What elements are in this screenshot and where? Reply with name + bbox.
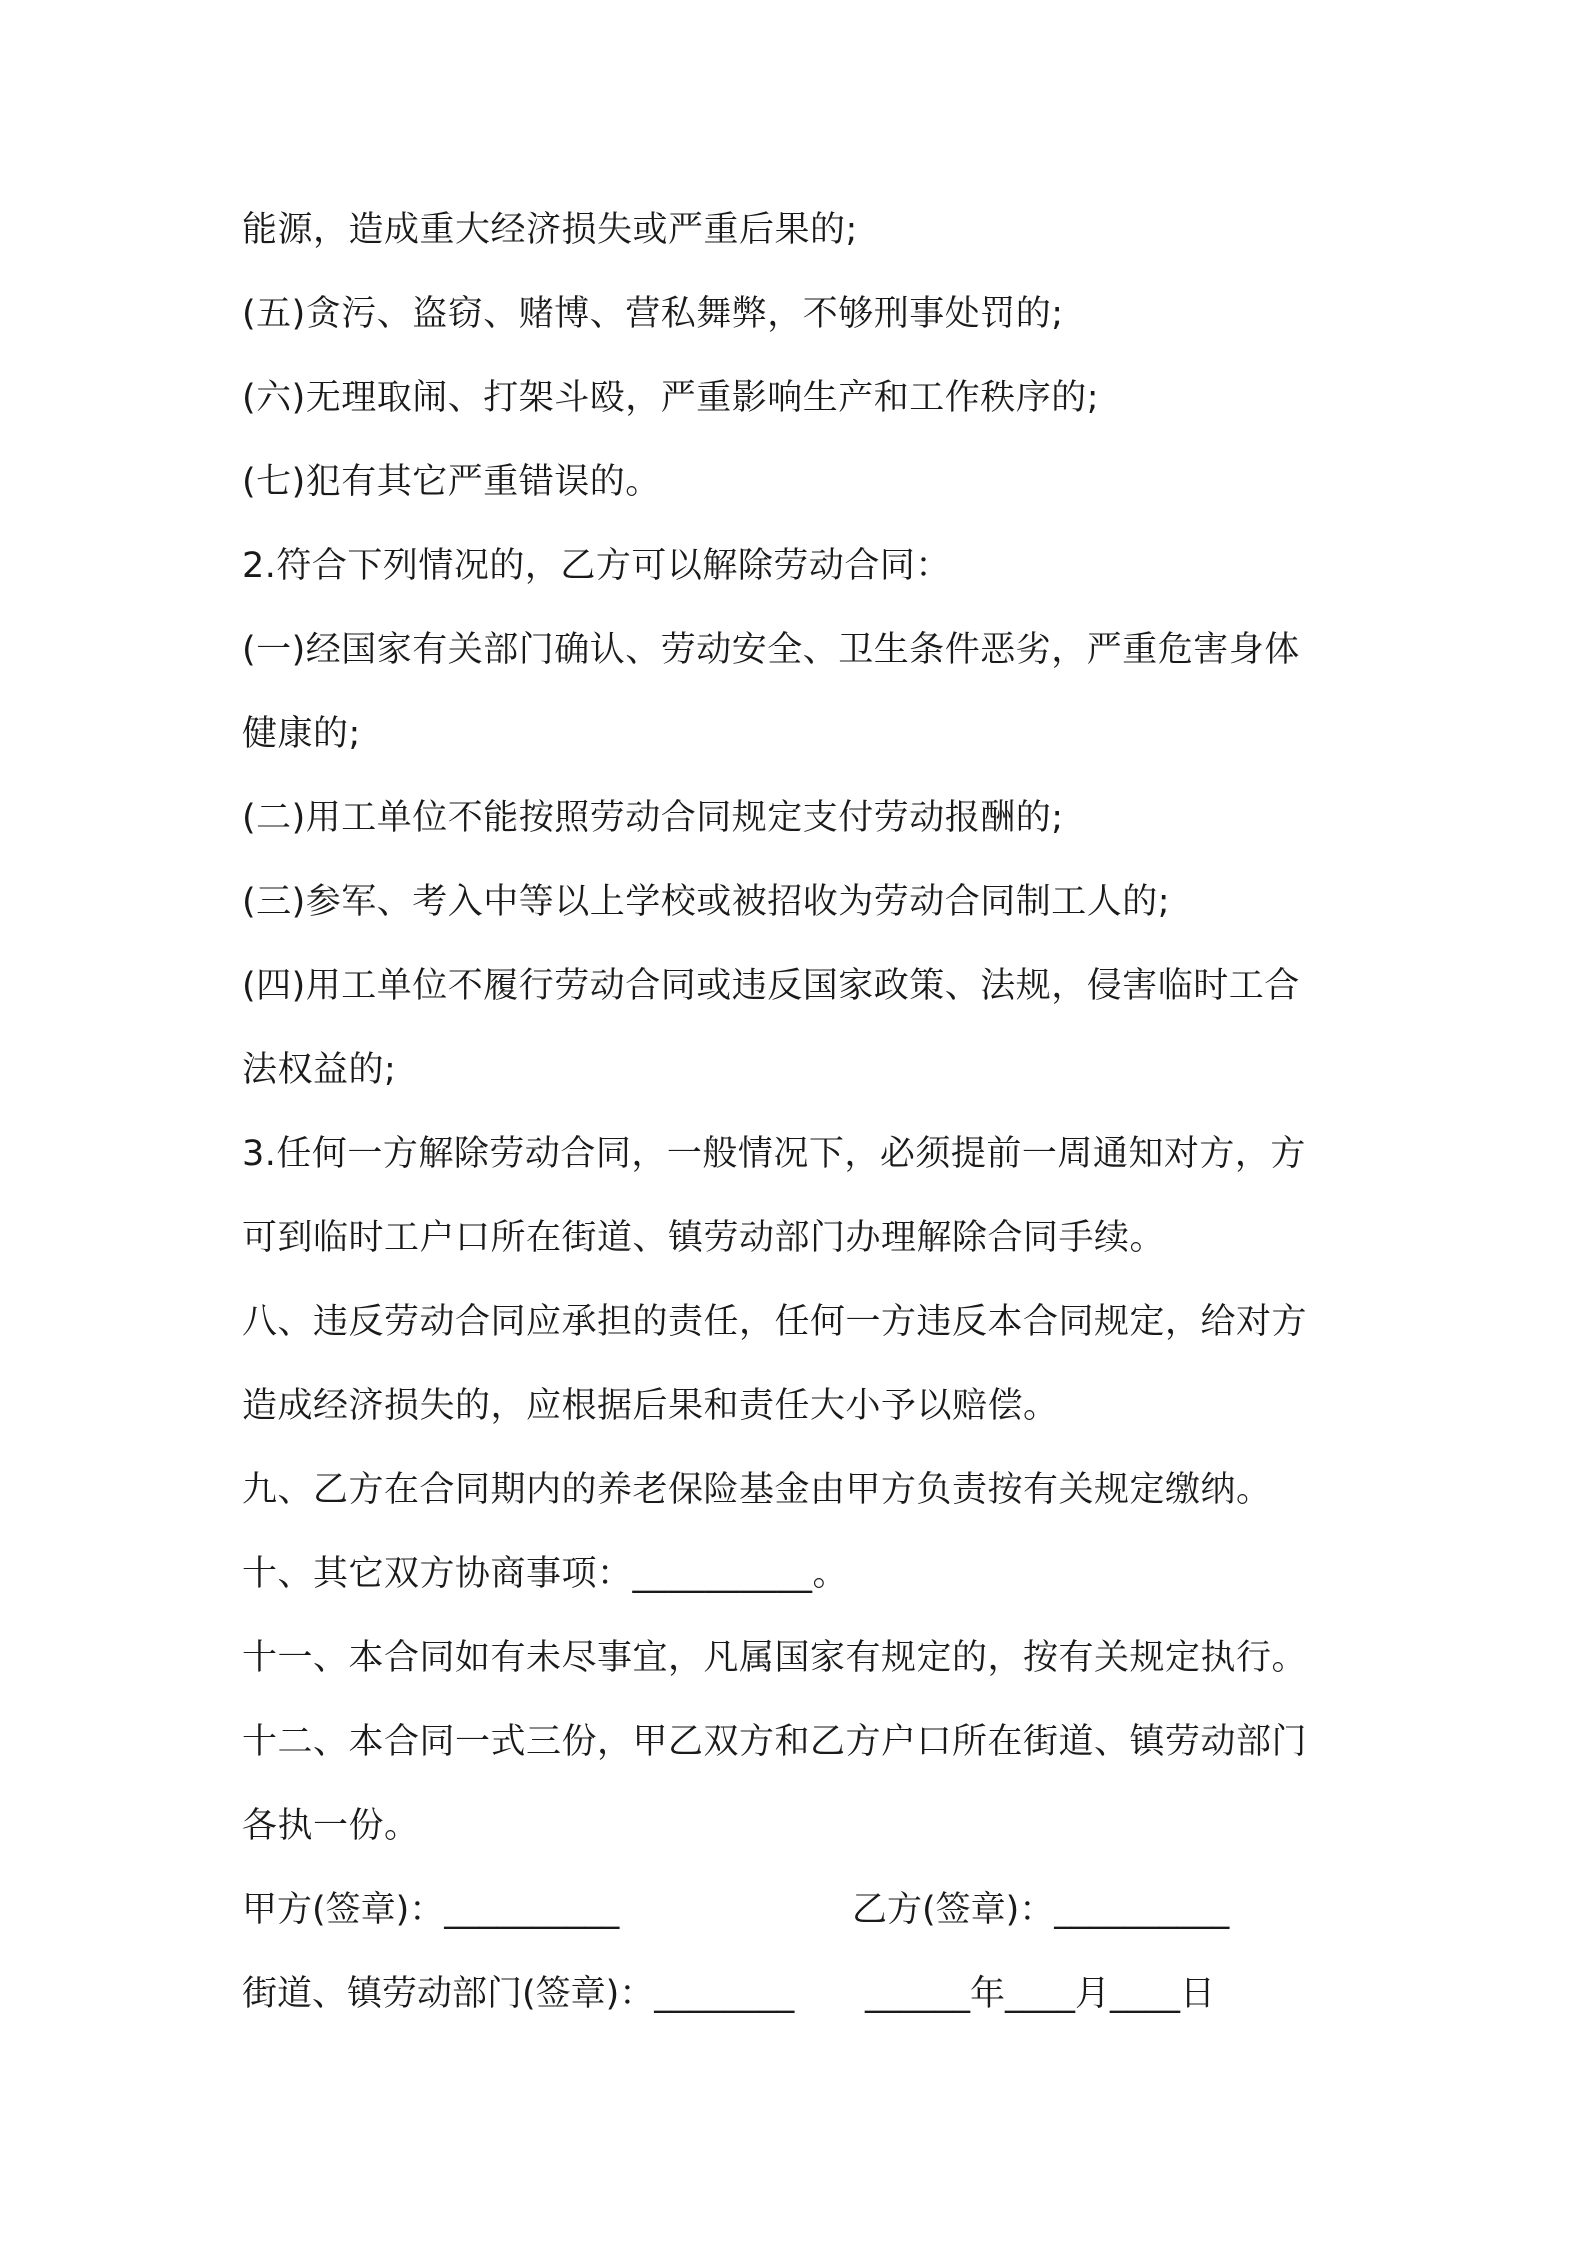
signature-row-dept-date — [242, 1952, 1362, 2036]
paragraph-line: 各执一份。 — [242, 1806, 420, 1846]
paragraph-line: 可到临时工户口所在街道、镇劳动部门办理解除合同手续。 — [242, 1218, 1166, 1258]
labor-dept-signature: 街道、镇劳动部门(签章)：________ — [242, 1974, 795, 2014]
paragraph-line: (二)用工单位不能按照劳动合同规定支付劳动报酬的; — [242, 798, 1064, 838]
paragraph-line: 健康的; — [242, 714, 361, 754]
paragraph-line: (六)无理取闹、打架斗殴，严重影响生产和工作秩序的; — [242, 378, 1100, 418]
paragraph-line: 八、违反劳动合同应承担的责任，任何一方违反本合同规定，给对方 — [242, 1302, 1308, 1342]
signature-row-parties — [242, 1868, 1362, 1952]
document-body — [242, 188, 1362, 2036]
paragraph-line: 造成经济损失的，应根据后果和责任大小予以赔偿。 — [242, 1386, 1059, 1426]
paragraph-line: (一)经国家有关部门确认、劳动安全、卫生条件恶劣，严重危害身体 — [242, 630, 1300, 670]
signing-date: ______年____月____日 — [865, 1974, 1216, 2014]
party-a-signature: 甲方(签章)：__________ — [242, 1890, 620, 1930]
paragraph-line: (四)用工单位不履行劳动合同或违反国家政策、法规，侵害临时工合 — [242, 966, 1300, 1006]
paragraph-line: 能源，造成重大经济损失或严重后果的; — [242, 210, 858, 250]
paragraph-line: 十、其它双方协商事项：__________。 — [242, 1554, 849, 1594]
paragraph-line: (七)犯有其它严重错误的。 — [242, 462, 661, 502]
paragraph-line: 2.符合下列情况的，乙方可以解除劳动合同： — [242, 546, 951, 586]
paragraph-line: 十二、本合同一式三份，甲乙双方和乙方户口所在街道、镇劳动部门 — [242, 1722, 1308, 1762]
paragraph-line: 九、乙方在合同期内的养老保险基金由甲方负责按有关规定缴纳。 — [242, 1470, 1272, 1510]
paragraph-line: 十一、本合同如有未尽事宜，凡属国家有规定的，按有关规定执行。 — [242, 1638, 1308, 1678]
party-b-signature: 乙方(签章)：__________ — [852, 1890, 1230, 1930]
paragraph-line: 3.任何一方解除劳动合同，一般情况下，必须提前一周通知对方，方 — [242, 1134, 1306, 1174]
paragraph-line: 法权益的; — [242, 1050, 397, 1090]
paragraph-line: (三)参军、考入中等以上学校或被招收为劳动合同制工人的; — [242, 882, 1171, 922]
paragraph-line: (五)贪污、盗窃、赌博、营私舞弊，不够刑事处罚的; — [242, 294, 1064, 334]
